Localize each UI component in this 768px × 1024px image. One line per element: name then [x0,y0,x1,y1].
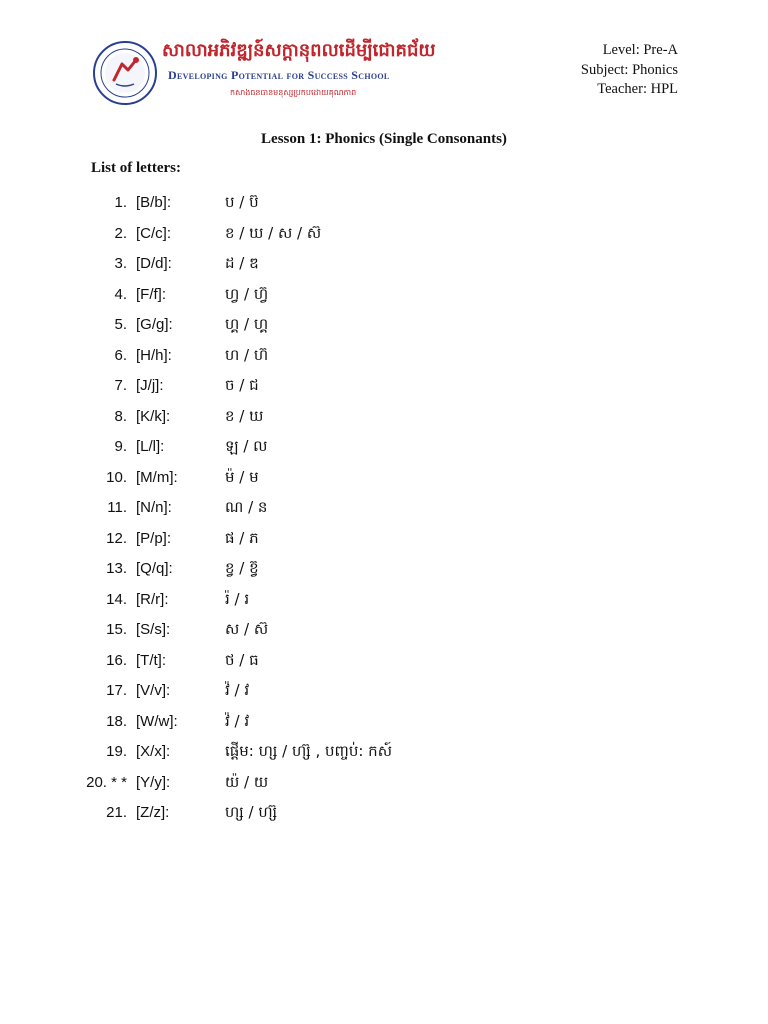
list-item [0,495,768,526]
letter-pair: [R/r]: [136,590,169,608]
letter-pair: [B/b]: [136,194,172,211]
khmer-sound: ហ្គ / ហ្គ [225,315,269,333]
list-item [0,404,768,435]
school-name-english: Developing Potential for Success School [168,68,390,82]
khmer-sound: ឡ / ល [225,437,268,455]
item-number: 3. [114,255,127,272]
list-item [0,282,768,313]
list-item [0,526,768,557]
class-info [581,41,678,100]
list-item [0,556,768,587]
letter-pair: [X/x]: [136,743,171,760]
letter-pair: [H/h]: [136,346,172,364]
letter-pair: [J/j]: [136,377,164,394]
letter-pair: [F/f]: [136,285,166,303]
list-item [0,800,768,831]
item-number: 5. [114,316,127,333]
khmer-sound: រ៉ / រ [225,589,250,608]
khmer-sound: ប / ប៊ [225,193,259,211]
list-item [0,221,768,252]
item-number: 4. [114,285,127,303]
list-heading: List of letters: [91,160,181,176]
letter-list [0,190,768,831]
list-item [0,770,768,801]
item-number: 13. [106,560,127,577]
khmer-sound: ខ្វ / ខ្វ៊ [225,559,259,577]
list-item [0,343,768,374]
letter-pair: [Y/y]: [136,773,171,791]
letter-pair: [L/l]: [136,438,165,455]
letter-pair: [Z/z]: [136,804,170,821]
khmer-sound: ខ / ឃ / ស / ស៊ [225,223,322,242]
item-number: 8. [114,407,127,425]
khmer-sound: ថ / ធ [225,650,259,669]
item-number: 20. * * [86,773,127,791]
letter-pair: [M/m]: [136,468,178,486]
item-number: 10. [106,468,127,486]
khmer-sound: ហ / ហ៊ [225,345,269,364]
item-number: 2. [114,224,127,242]
letter-pair: [N/n]: [136,499,172,516]
list-item [0,190,768,221]
khmer-sound: ហ្ស / ហ្ស៊ [225,803,278,821]
item-number: 21. [106,804,127,821]
letter-pair: [K/k]: [136,407,171,425]
item-number: 6. [114,346,127,364]
letter-pair: [Q/q]: [136,560,173,577]
list-item [0,617,768,648]
item-number: 11. [107,499,127,516]
item-number: 1. [114,194,127,211]
khmer-sound: ហ្វ / ហ្វ៊ [225,284,269,303]
item-number: 7. [114,377,127,394]
khmer-sound: យ៉ / យ [225,772,269,791]
list-item [0,709,768,740]
letter-pair: [T/t]: [136,651,166,669]
khmer-sound: វ៉ / វ [225,681,250,699]
letter-pair: [D/d]: [136,255,172,272]
list-item [0,587,768,618]
letter-pair: [C/c]: [136,224,172,242]
item-number: 17. [106,682,127,699]
list-item [0,739,768,770]
khmer-sound: ម៉ / ម [225,467,259,486]
teacher-label: Teacher: HPL [597,81,678,97]
item-number: 15. [106,621,127,638]
khmer-sound: ណ / ន [225,498,268,516]
subject-label: Subject: Phonics [580,61,678,78]
list-item [0,251,768,282]
letter-pair: [G/g]: [136,316,173,333]
lesson-title: Lesson 1: Phonics (Single Consonants) [261,131,507,147]
item-number: 16. [106,651,127,669]
khmer-sound: ផ្ដើម: ហ្ស / ហ្ស៊ , បញ្ចប់: កស៍ [225,742,392,760]
khmer-sound: ផ / ភ [225,528,259,547]
school-name-khmer: សាលាអភិវឌ្ឍន៍សក្ដានុពលដើម្បីជោគជ័យ [162,40,436,61]
list-item [0,648,768,679]
letter-pair: [P/p]: [136,529,172,547]
khmer-sound: ច / ជ [225,376,259,394]
level-label: Level: Pre-A [602,42,678,58]
letter-pair: [S/s]: [136,621,171,638]
list-item [0,465,768,496]
item-number: 9. [114,438,127,455]
school-logo-icon [92,40,158,106]
letter-pair: [V/v]: [136,682,171,699]
item-number: 14. [106,590,127,608]
khmer-sound: ខ / ឃ [225,406,264,425]
school-tagline-khmer: កសាងធនធានមនុស្សប្រកបដោយគុណភាព [230,88,357,97]
list-item [0,678,768,709]
item-number: 12. [106,529,127,547]
khmer-sound: វ៉ / វ [225,711,250,730]
list-item [0,434,768,465]
khmer-sound: ស / ស៊ [225,620,269,638]
item-number: 18. [106,712,127,730]
list-item [0,373,768,404]
khmer-sound: ដ / ឌ [225,254,259,272]
item-number: 19. [106,743,127,760]
letter-pair: [W/w]: [136,712,178,730]
list-item [0,312,768,343]
